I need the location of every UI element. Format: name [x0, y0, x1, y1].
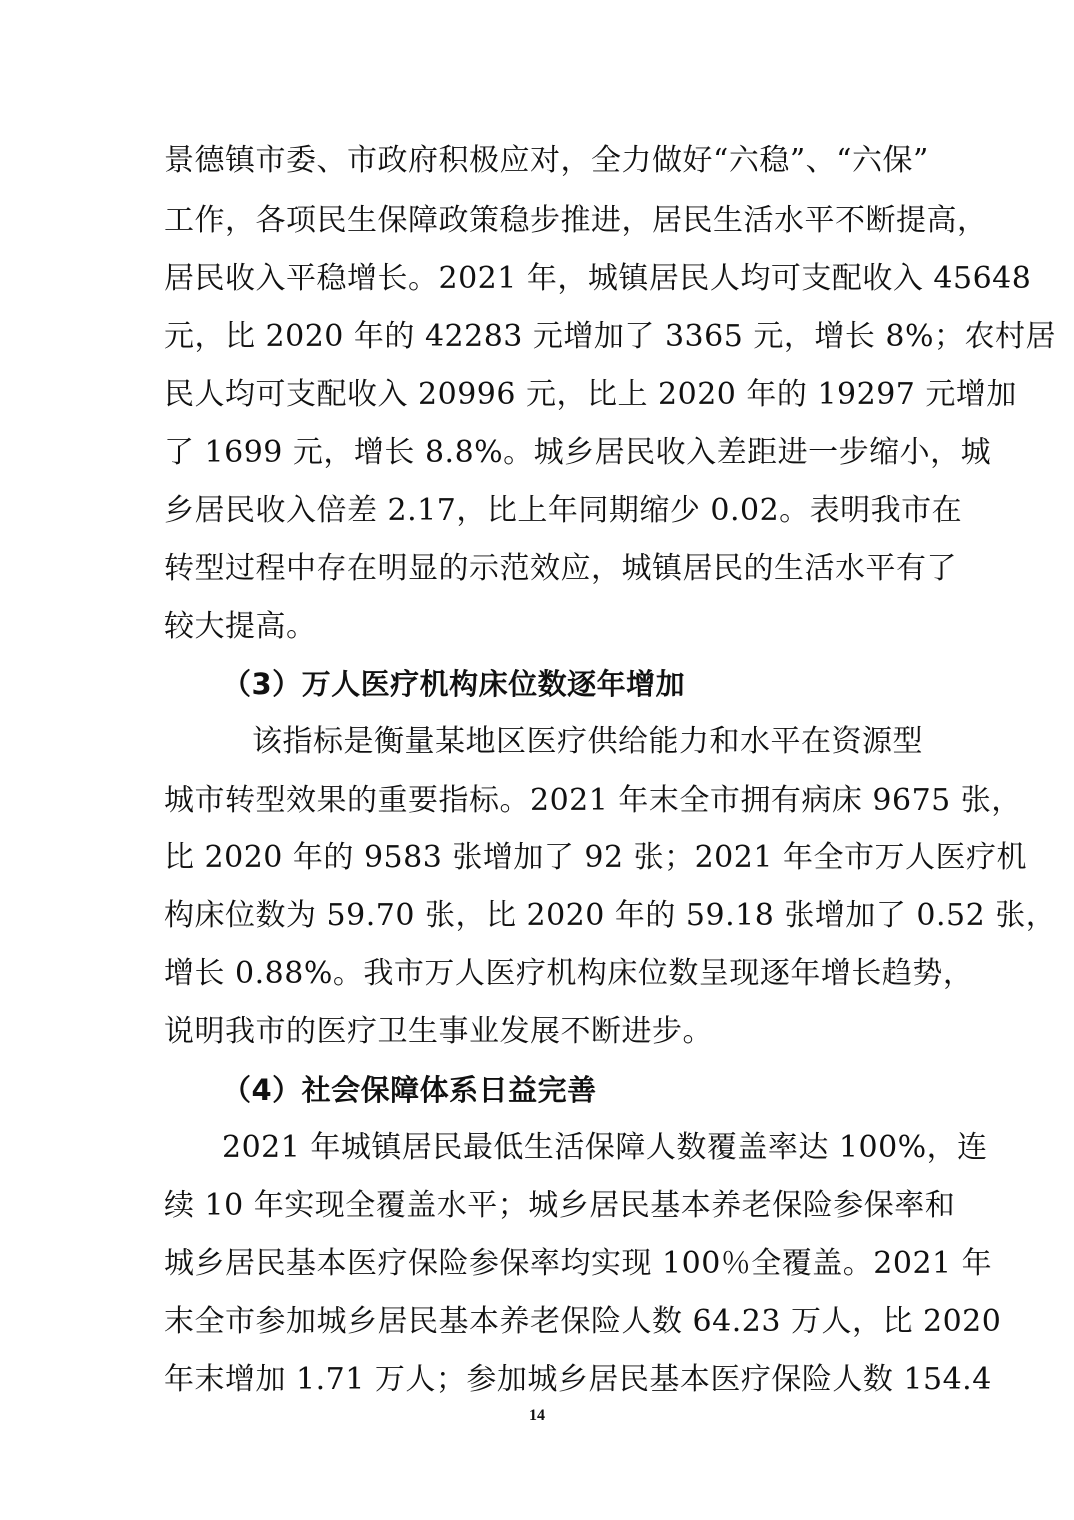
paragraph-line: 该指标是衡量某地区医疗供给能力和水平在资源型 — [252, 724, 923, 759]
paragraph-line: 续 10 年实现全覆盖水平；城乡居民基本养老保险参保率和 — [164, 1188, 956, 1223]
paragraph-line: 增长 0.88%。我市万人医疗机构床位数呈现逐年增长趋势， — [164, 956, 974, 991]
paragraph-line: 民人均可支配收入 20996 元，比上 2020 年的 19297 元增加 — [164, 377, 1017, 412]
paragraph-line: 较大提高。 — [164, 609, 317, 644]
paragraph-line: 转型过程中存在明显的示范效应，城镇居民的生活水平有了 — [164, 551, 957, 586]
paragraph-line: 比 2020 年的 9583 张增加了 92 张；2021 年全市万人医疗机 — [164, 840, 1027, 875]
section-heading: （3）万人医疗机构床位数逐年增加 — [222, 667, 686, 701]
paragraph-line: 末全市参加城乡居民基本养老保险人数 64.23 万人，比 2020 — [164, 1304, 1002, 1339]
page-number: 14 — [529, 1407, 545, 1424]
section-heading: （4）社会保障体系日益完善 — [222, 1073, 597, 1107]
paragraph-line: 乡居民收入倍差 2.17，比上年同期缩少 0.02。表明我市在 — [164, 493, 963, 528]
paragraph-line: 年末增加 1.71 万人；参加城乡居民基本医疗保险人数 154.4 — [164, 1362, 992, 1397]
paragraph-line: 居民收入平稳增长。2021 年，城镇居民人均可支配收入 45648 — [164, 261, 1032, 296]
paragraph-line: 元，比 2020 年的 42283 元增加了 3365 元，增长 8%；农村居 — [164, 319, 1056, 354]
paragraph-line: 构床位数为 59.70 张，比 2020 年的 59.18 张增加了 0.52 张， — [164, 898, 1057, 933]
paragraph-line: 工作，各项民生保障政策稳步推进，居民生活水平不断提高， — [164, 203, 988, 238]
paragraph-line: 城乡居民基本医疗保险参保率均实现 100％全覆盖。2021 年 — [164, 1246, 993, 1281]
paragraph-line: 景德镇市委、市政府积极应对，全力做好“六稳”、“六保” — [164, 143, 929, 178]
paragraph-line: 城市转型效果的重要指标。2021 年末全市拥有病床 9675 张， — [164, 783, 1022, 818]
paragraph-line: 了 1699 元，增长 8.8%。城乡居民收入差距进一步缩小，城 — [164, 435, 992, 470]
paragraph-line: 说明我市的医疗卫生事业发展不断进步。 — [164, 1014, 713, 1049]
paragraph-line: 2021 年城镇居民最低生活保障人数覆盖率达 100%，连 — [222, 1130, 988, 1165]
